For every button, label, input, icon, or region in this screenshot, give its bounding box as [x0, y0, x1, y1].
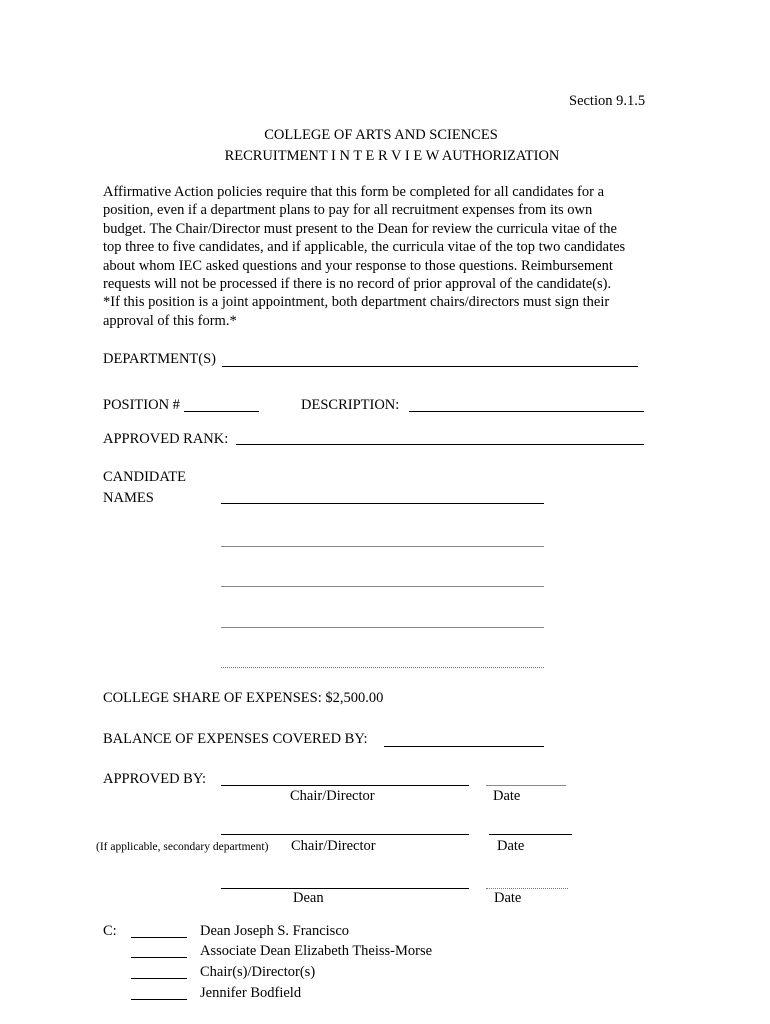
approved-rank-field[interactable] — [236, 444, 644, 445]
form-title — [0, 148, 770, 165]
chair-signature-field[interactable] — [221, 785, 469, 786]
section-number: Section 9.1.5 — [569, 93, 646, 109]
intro-line: *If this position is a joint appointment, both department chairs/directors must sign their — [103, 294, 610, 311]
position-label: POSITION # — [103, 397, 180, 413]
dean-date-field[interactable] — [486, 888, 568, 889]
cc-label: C: — [103, 923, 117, 939]
cc-recipient: Jennifer Bodfield — [200, 985, 302, 1001]
secondary-note: (If applicable, secondary department) — [96, 841, 269, 853]
dean-caption: Dean — [293, 890, 324, 906]
candidate-label: CANDIDATE — [103, 469, 186, 485]
secondary-chair-caption: Chair/Director — [291, 838, 376, 854]
balance-label: BALANCE OF EXPENSES COVERED BY: — [103, 731, 368, 747]
candidate-name-field-2[interactable] — [221, 546, 544, 547]
description-label: DESCRIPTION: — [301, 397, 400, 413]
candidate-name-field-5[interactable] — [221, 667, 544, 668]
intro-paragraph — [103, 183, 663, 330]
dean-signature-field[interactable] — [221, 888, 469, 889]
cc-check-line[interactable] — [131, 999, 187, 1000]
names-label: NAMES — [103, 490, 154, 506]
candidate-name-field-4[interactable] — [221, 627, 544, 628]
intro-line: position, even if a department plans to pay for all recruitment expenses from its own — [103, 202, 593, 219]
candidate-name-field-1[interactable] — [221, 503, 544, 504]
chair-date-field[interactable] — [486, 785, 566, 786]
cc-recipient: Associate Dean Elizabeth Theiss-Morse — [200, 943, 433, 959]
chair-director-caption: Chair/Director — [290, 788, 375, 804]
dean-date-caption: Date — [494, 890, 522, 906]
college-share-text: COLLEGE SHARE OF EXPENSES: $2,500.00 — [103, 690, 384, 706]
department-label: DEPARTMENT(S) — [103, 351, 216, 367]
college-title — [0, 127, 770, 144]
secondary-chair-signature-field[interactable] — [221, 834, 469, 835]
cc-recipient: Chair(s)/Director(s) — [200, 964, 316, 980]
balance-field[interactable] — [384, 746, 544, 747]
intro-line: about whom IEC asked questions and your response to those questions. Reimbursement — [103, 257, 613, 274]
approved-rank-label: APPROVED RANK: — [103, 431, 229, 447]
intro-line: Affirmative Action policies require that this form be completed for all candidates for a — [103, 184, 605, 200]
intro-line: approval of this form.* — [103, 312, 237, 329]
position-number-field[interactable] — [184, 411, 259, 412]
form-title-text: RECRUITMENT I N T E R V I E W AUTHORIZATION — [224, 148, 560, 164]
candidate-name-field-3[interactable] — [221, 586, 544, 587]
date-caption: Date — [493, 788, 521, 804]
cc-check-line[interactable] — [131, 978, 187, 979]
intro-line: budget. The Chair/Director must present to the Dean for review the curricula vitae of the — [103, 220, 617, 237]
department-field[interactable] — [222, 366, 638, 367]
secondary-date-field[interactable] — [489, 834, 572, 835]
intro-line: top three to five candidates, and if applicable, the curricula vitae of the top two candidates — [103, 239, 626, 256]
cc-check-line[interactable] — [131, 957, 187, 958]
secondary-date-caption: Date — [497, 838, 525, 854]
cc-check-line[interactable] — [131, 937, 187, 938]
college-title-text: COLLEGE OF ARTS AND SCIENCES — [264, 127, 498, 143]
description-field[interactable] — [409, 411, 644, 412]
intro-line: requests will not be processed if there is no record of prior approval of the candidate(s). — [103, 276, 612, 293]
approved-by-label: APPROVED BY: — [103, 771, 207, 787]
cc-recipient: Dean Joseph S. Francisco — [200, 923, 350, 939]
